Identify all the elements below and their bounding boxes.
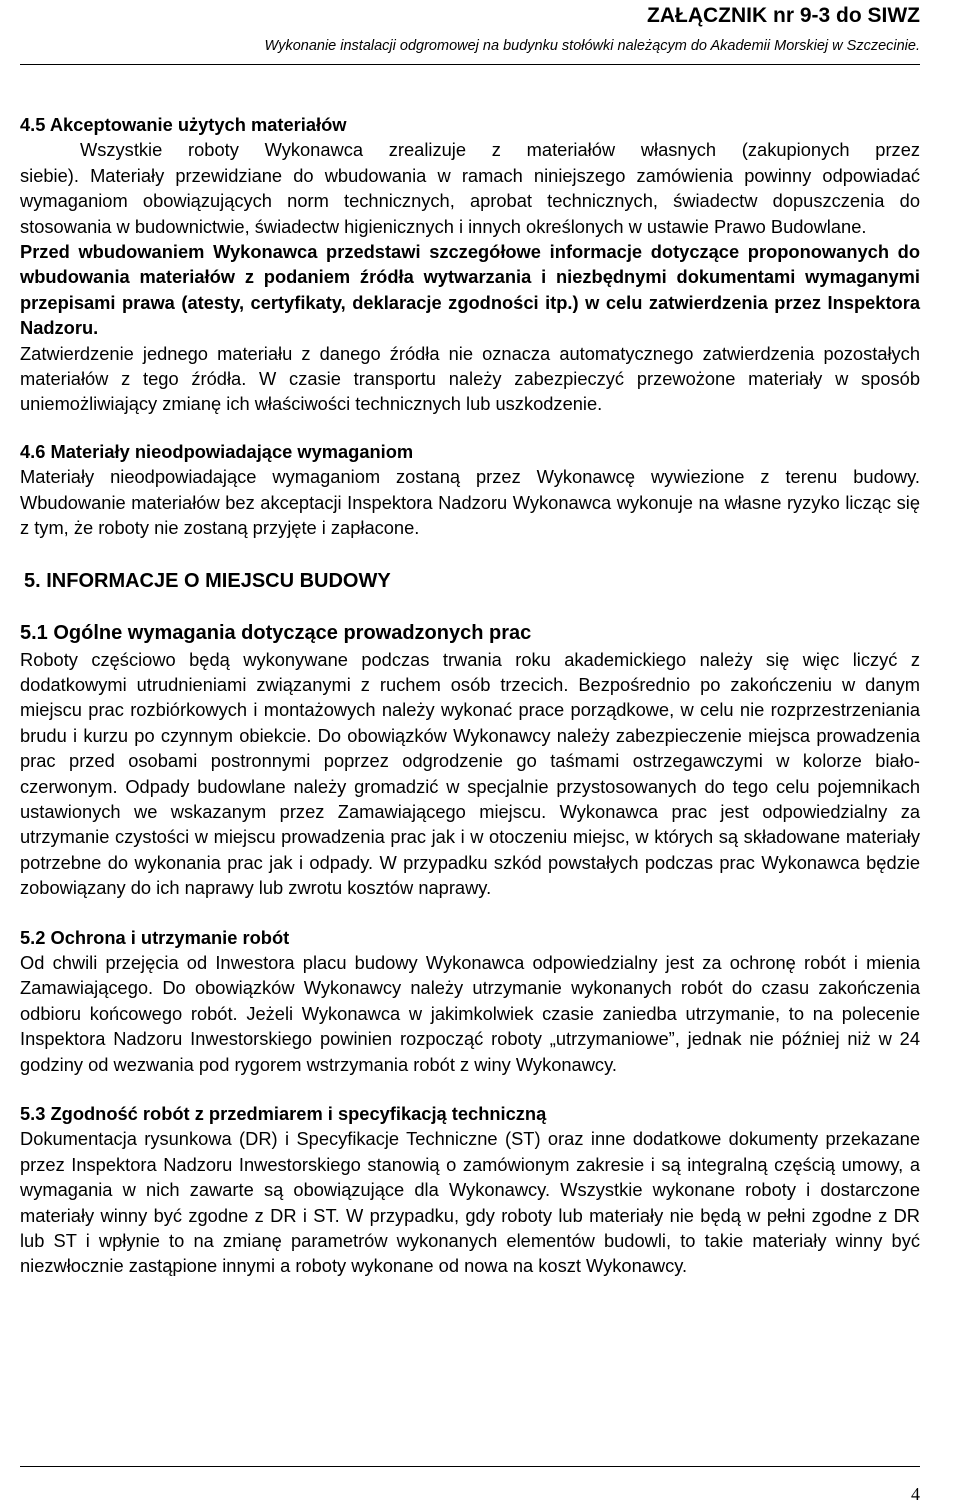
document-body	[20, 112, 920, 1279]
section-heading: 5.1 Ogólne wymagania dotyczące prowadzonych prac	[20, 621, 532, 644]
section-5	[20, 567, 920, 595]
paragraph: siebie). Materiały przewidziane do wbudowania w ramach niniejszego zamówienia powinny odpowiadać wymaganiom obowiązujących norm technicznych, aprobat technicznych, świadectw dopuszczenia do stosowania w budownictwie, świadectw higienicznych i innych określonych w ustawie Prawo Budowlane.	[20, 164, 920, 237]
section-4-6	[20, 439, 920, 541]
paragraph-first-line: Wszystkie roboty Wykonawca zrealizuje z materiałów własnych (zakupionych przez	[80, 139, 920, 161]
section-heading: 5.3 Zgodność robót z przedmiarem i specyfikacją techniczną	[20, 1103, 547, 1124]
document-subtitle: Wykonanie instalacji odgromowej na budynku stołówki należącym do Akademii Morskiej w Szczecinie.	[264, 38, 920, 54]
section-5-3	[20, 1101, 920, 1279]
header-divider	[20, 64, 920, 65]
paragraph: Roboty częściowo będą wykonywane podczas trwania roku akademickiego należy się więc liczyć z dodatkowymi utrudnieniami związanymi z ruchem osób trzecich. Bezpośrednio po zakończeniu w danym miejscu prac rozbiórkowych i montażowych należy wykonać prace porządkowe, w celu nie rozprzestrzeniania brudu i kurzu po czynnym obiekcie. Do obowiązków Wykonawcy należy zabezpieczenie miejsca prowadzenia prac przed osobami postronnymi poprzez odgrodzenie go taśmami ostrzegawczymi w kolorze biało-czerwonym. Odpady budowlane należy gromadzić w specjalnie przystosowanych do tego celu pojemnikach ustawionych we wskazanym przez Zamawiającego miejscu. Wykonawca prac jest odpowiedzialny za utrzymanie czystości w miejscu prowadzenia prac jak i w otoczeniu miejsc, w których są składowane materiały potrzebne do wykonania prac jak i odpady. W przypadku szkód powstałych podczas prac Wykonawca będzie zobowiązany do ich naprawy lub zwrotu kosztów naprawy.	[20, 648, 920, 899]
section-heading: 4.6 Materiały nieodpowiadające wymaganiom	[20, 440, 414, 462]
paragraph: Od chwili przejęcia od Inwestora placu budowy Wykonawca odpowiedzialny jest za ochronę robót i mienia Zamawiającego. Do obowiązków Wykonawcy należy utrzymanie wykonanych robót do czasu zakończenia odbioru końcowego robót. Jeżeli Wykonawca w jakimkolwiek czasie zaniedba utrzymanie, to na polecenie Inspektora Nadzoru Inwestorskiego powinien rozpocząć roboty „utrzymaniowe”, jednak nie później niż w 24 godziny od wezwania pod rygorem wstrzymania robót z winy Wykonawcy.	[20, 951, 920, 1075]
paragraph-bold: Przed wbudowaniem Wykonawca przedstawi szczegółowe informacje dotyczące proponowanych do wbudowania materiałów z podaniem źródła wytwarzania i niezbędnymi dokumentami wymaganymi przepisami prawa (atesty, certyfikaty, deklaracje zgodności itp.) w celu zatwierdzenia przez Inspektora Nadzoru.	[20, 241, 920, 339]
footer-divider	[20, 1466, 920, 1467]
section-5-2	[20, 925, 920, 1077]
paragraph: Dokumentacja rysunkowa (DR) i Specyfikacje Techniczne (ST) oraz inne dodatkowe dokumenty przekazane przez Inspektora Nadzoru Inwestorskiego stanowią o zamówionym zakresie i są integralną częścią umowy, a wymagania w nich zawarte są obowiązujące dla Wykonawcy. Wszystkie wykonane roboty i dostarczone materiały winny być zgodne z DR i ST. W przypadku, gdy roboty lub materiały nie będą w pełni zgodne z DR lub ST i wpłynie to na zmianę parametrów wykonanych elementów budowli, to takie materiały winny być niezwłocznie zastąpione innymi a roboty wykonane od nowa na koszt Wykonawcy.	[20, 1128, 920, 1277]
section-4-5	[20, 112, 920, 417]
section-5-1	[20, 619, 920, 901]
section-heading: 5.2 Ochrona i utrzymanie robót	[20, 926, 290, 948]
attachment-title: ZAŁĄCZNIK nr 9-3 do SIWZ	[647, 4, 920, 27]
page-number: 4	[911, 1484, 920, 1504]
paragraph: Materiały nieodpowiadające wymaganiom zostaną przez Wykonawcę wywiezione z terenu budowy. Wbudowanie materiałów bez akceptacji Inspektora Nadzoru Wykonawca wykonuje na własne ryzyko licząc się z tym, że roboty nie zostaną przyjęte i zapłacone.	[20, 466, 920, 539]
section-heading: 4.5 Akceptowanie użytych materiałów	[20, 114, 347, 135]
chapter-heading: 5. INFORMACJE O MIEJSCU BUDOWY	[24, 569, 391, 592]
paragraph: Zatwierdzenie jednego materiału z danego źródła nie oznacza automatycznego zatwierdzenia pozostałych materiałów z tego źródła. W czasie transportu należy zabezpieczyć przewożone materiały w sposób uniemożliwiający zmianę ich właściwości technicznych lub uszkodzenie.	[20, 342, 920, 415]
